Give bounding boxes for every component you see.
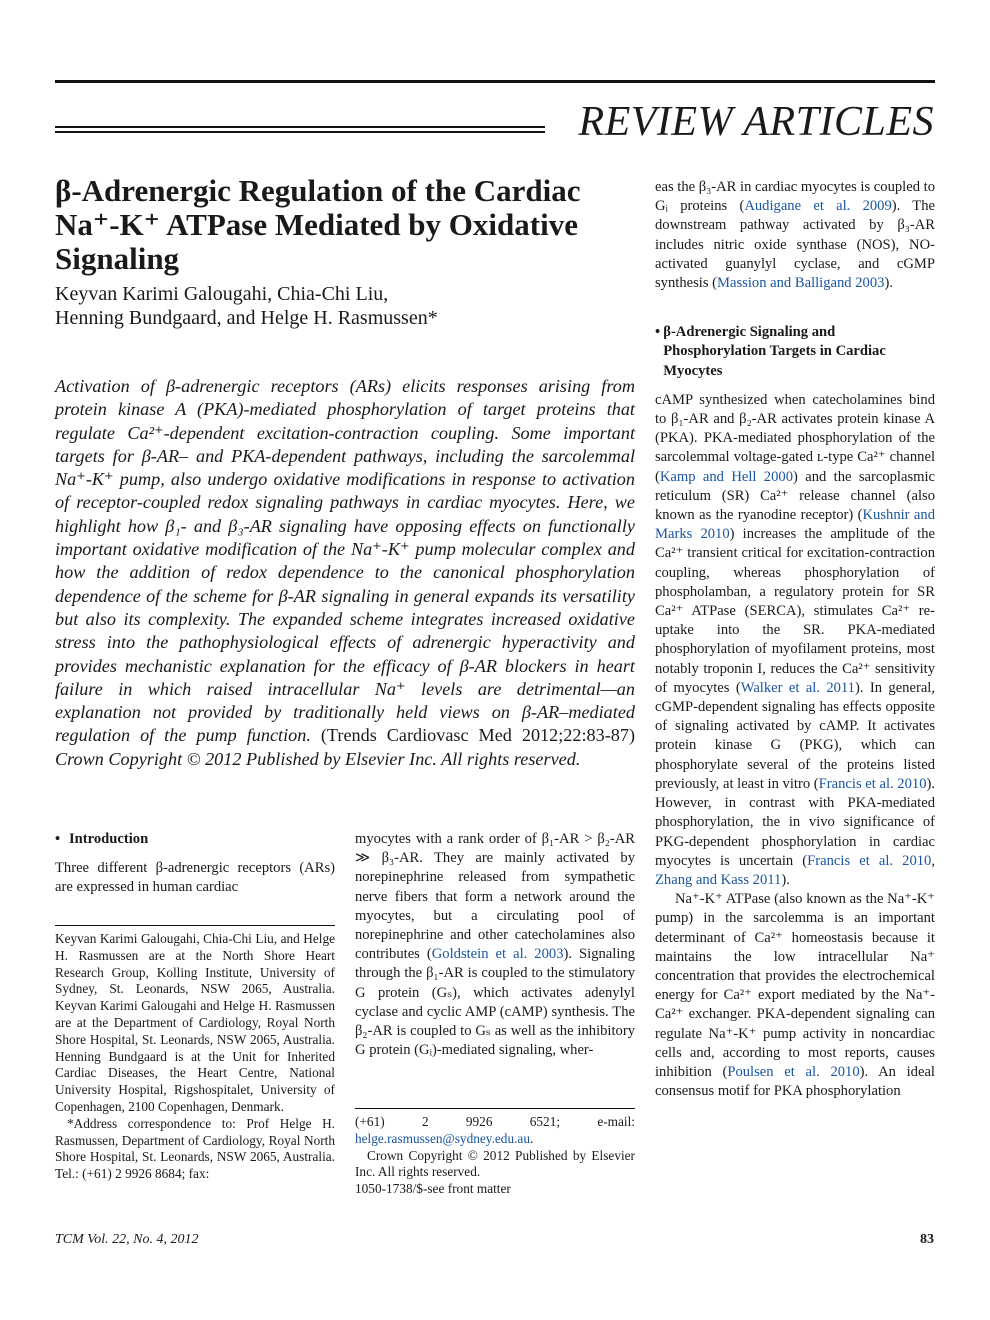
abstract-copyright: Crown Copyright © 2012 Published by Elsevier Inc. All rights reserved. bbox=[55, 748, 581, 769]
correspondence-note: *Address correspondence to: Prof Helge H. Rasmussen, Department of Cardiology, Royal North Shore Hospital, St. Leonards, NSW 2065, Australia. Tel.: (+61) 2 9926 8684; fax: bbox=[55, 1115, 335, 1182]
citation-link[interactable]: Goldstein et al. 2003 bbox=[431, 946, 564, 963]
email-link[interactable]: helge.rasmussen@sydney.edu.au bbox=[355, 1130, 530, 1146]
authors-line-2: Henning Bundgaard, and Helge H. Rasmussen* bbox=[55, 307, 438, 329]
header-decorative-lines bbox=[55, 126, 545, 136]
section-heading-signaling: • β-Adrenergic Signaling and Phosphorylation Targets in Cardiac Myocytes bbox=[655, 323, 935, 381]
abstract bbox=[55, 375, 635, 771]
copyright-line: Crown Copyright © 2012 Published by Elsevier Inc. All rights reserved. bbox=[355, 1147, 635, 1180]
intro-paragraph: Three different β-adrenergic receptors (ARs) are expressed in human cardiac bbox=[55, 860, 335, 896]
citation-link[interactable]: Walker et al. 2011 bbox=[740, 679, 855, 696]
citation-link[interactable]: Massion and Balligand 2003 bbox=[717, 275, 885, 292]
journal-footer: TCM Vol. 22, No. 4, 2012 bbox=[55, 1232, 199, 1247]
footnote-divider bbox=[55, 925, 335, 926]
section-heading-introduction: • Introduction bbox=[55, 830, 335, 849]
col2-paragraph: myocytes with a rank order of β₁-AR > β₂-AR ≫ β₃-AR. They are mainly activated by norepinephrine released from sympathetic nerve fibers that form a network around the myocytes, but a circulating pool of norepinephrine and other catecholamines also contributes (Goldstein et al. 2003). Signaling through the β₁-AR is coupled to the stimulatory G protein (Gₛ), which activates adenylyl cyclase and cyclic AMP (cAMP) synthesis. The β₂-AR is coupled to Gₛ as well as the inhibitory G protein (Gᵢ)-mediated signaling, wher- bbox=[355, 831, 635, 1059]
authors-line-1: Keyvan Karimi Galougahi, Chia-Chi Liu, bbox=[55, 283, 389, 305]
header-top-rule bbox=[55, 80, 935, 83]
bullet-icon: • bbox=[55, 831, 61, 847]
col3-paragraph-2: cAMP synthesized when catecholamines bind to β₁-AR and β₂-AR activates protein kinase A (PKA). PKA-mediated phosphorylation of the sarcolemmal voltage-gated ʟ-type Ca²⁺ channel (Kamp and Hell 2000) and the sarcoplasmic reticulum (SR) Ca²⁺ release channel (also known as the ryanodine receptor) (Kushnir and Marks 2010) increases the amplitude of the Ca²⁺ transient critical for excitation-contraction coupling, whereas phosphorylation of phospholamban, a regulatory protein for SR Ca²⁺ ATPase (SERCA), stimulates Ca²⁺ re-uptake into the SR. PKA-mediated phosphorylation of myofilament proteins, most notably troponin I, reduces the Ca²⁺ sensitivity of myocytes (Walker et al. 2011). In general, cGMP-dependent signaling has effects opposite of signaling activated by cAMP. It activates protein kinase G (PKG), which can phosphorylate several of the proteins listed previously, at least in vitro (Francis et al. 2010). However, in contrast with PKA-mediated phosphorylation, the in vivo significance of PKG-dependent phosphorylation in cardiac myocytes is uncertain (Francis et al. 2010, Zhang and Kass 2011). bbox=[655, 391, 936, 888]
bullet-icon: • bbox=[655, 324, 661, 341]
citation-link[interactable]: Poulsen et al. 2010 bbox=[727, 1063, 860, 1080]
abstract-body: Activation of β-adrenergic receptors (ARs) elicits responses arising from protein kinase A (PKA)-mediated phosphorylation of target proteins that regulate Ca²⁺-dependent excitation-contraction coupling. Some important targets for β-AR– and PKA-dependent pathways, including the sarcolemmal Na⁺-K⁺ pump, also undergo oxidative modifications in response to activation of receptor-coupled redox signaling pathways in cardiac myocytes. Here, we highlight how β₁- and β₃-AR signaling have opposing effects on functionally important oxidative modification of the Na⁺-K⁺ pump molecular complex and how the addition of redox dependence to the canonical phosphorylation dependence of the scheme for β-AR signaling in general expands its versatility but also its complexity. The expanded scheme integrates increased oxidative stress into the pathophysiological effects of adrenergic hyperactivity and provides mechanistic explanation for the efficacy of β-AR blockers in heart failure in which raised intracellular Na⁺ levels are detrimental—an explanation not provided by traditionally held views on β-AR–mediated regulation of the pump function. bbox=[55, 376, 635, 746]
col3-paragraph-1: eas the β₃-AR in cardiac myocytes is coupled to Gᵢ proteins (Audigane et al. 2009). The downstream pathway activated by β₃-AR includes nitric oxide synthase (NOS), NO-activated guanylyl cyclase, and cGMP synthesis (Massion and Balligand 2003). bbox=[655, 179, 935, 292]
col3-paragraph-3: Na⁺-K⁺ ATPase (also known as the Na⁺-K⁺ pump) in the sarcolemma is an important determinant of Ca²⁺ homeostasis because it maintains the low intracellular Na⁺ concentration that provides the electrochemical energy for Ca²⁺ export mediated by the Na⁺-Ca²⁺ exchanger. PKA-dependent signaling can regulate Na⁺-K⁺ pump activity in noncardiac cells and, according to most reports, causes inhibition (Poulsen et al. 2010). An ideal consensus motif for PKA phosphorylation bbox=[655, 891, 935, 1100]
column-3 bbox=[655, 178, 935, 1101]
article-authors bbox=[55, 282, 625, 330]
citation-link[interactable]: Francis et al. 2010 bbox=[818, 775, 927, 792]
citation-link[interactable]: Zhang and Kass 2011 bbox=[655, 871, 782, 888]
page-number: 83 bbox=[920, 1232, 934, 1247]
author-affiliations bbox=[55, 931, 335, 1183]
citation-link[interactable]: Francis et al. 2010 bbox=[807, 852, 932, 869]
footnote-divider-2 bbox=[355, 1108, 635, 1109]
article-title: β-Adrenergic Regulation of the Cardiac Na⁺-K⁺ ATPase Mediated by Oxidative Signaling bbox=[55, 173, 581, 276]
issn-line: 1050-1738/$-see front matter bbox=[355, 1181, 511, 1197]
citation-link[interactable]: Kamp and Hell 2000 bbox=[659, 468, 793, 485]
column-1 bbox=[55, 830, 335, 898]
correspondence-footnote bbox=[355, 1114, 635, 1198]
abstract-citation: (Trends Cardiovasc Med 2012;22:83-87) bbox=[320, 725, 636, 746]
column-2 bbox=[355, 830, 635, 1060]
citation-link[interactable]: Audigane et al. 2009 bbox=[744, 198, 892, 215]
affiliation-note: Keyvan Karimi Galougahi, Chia-Chi Liu, and Helge H. Rasmussen are at the North Shore Heart Research Group, Kolling Institute, University of Sydney, St. Leonards, NSW 2065, Australia. Keyvan Karimi Galougahi and Helge H. Rasmussen are at the Department of Cardiology, Royal North Shore Hospital, St. Leonards, NSW 2065, Australia. Henning Bundgaard is at the Unit for Inherited Cardiac Diseases, the Heart Centre, National University Hospital, Rigshospitalet, University of Copenhagen, 2100 Copenhagen, Denmark. bbox=[55, 931, 335, 1114]
contact-line: (+61) 2 9926 6521; e-mail: helge.rasmussen@sydney.edu.au. bbox=[355, 1114, 635, 1146]
citation-link[interactable]: Kushnir and Marks 2010 bbox=[655, 507, 935, 543]
section-label: REVIEW ARTICLES bbox=[578, 99, 934, 145]
